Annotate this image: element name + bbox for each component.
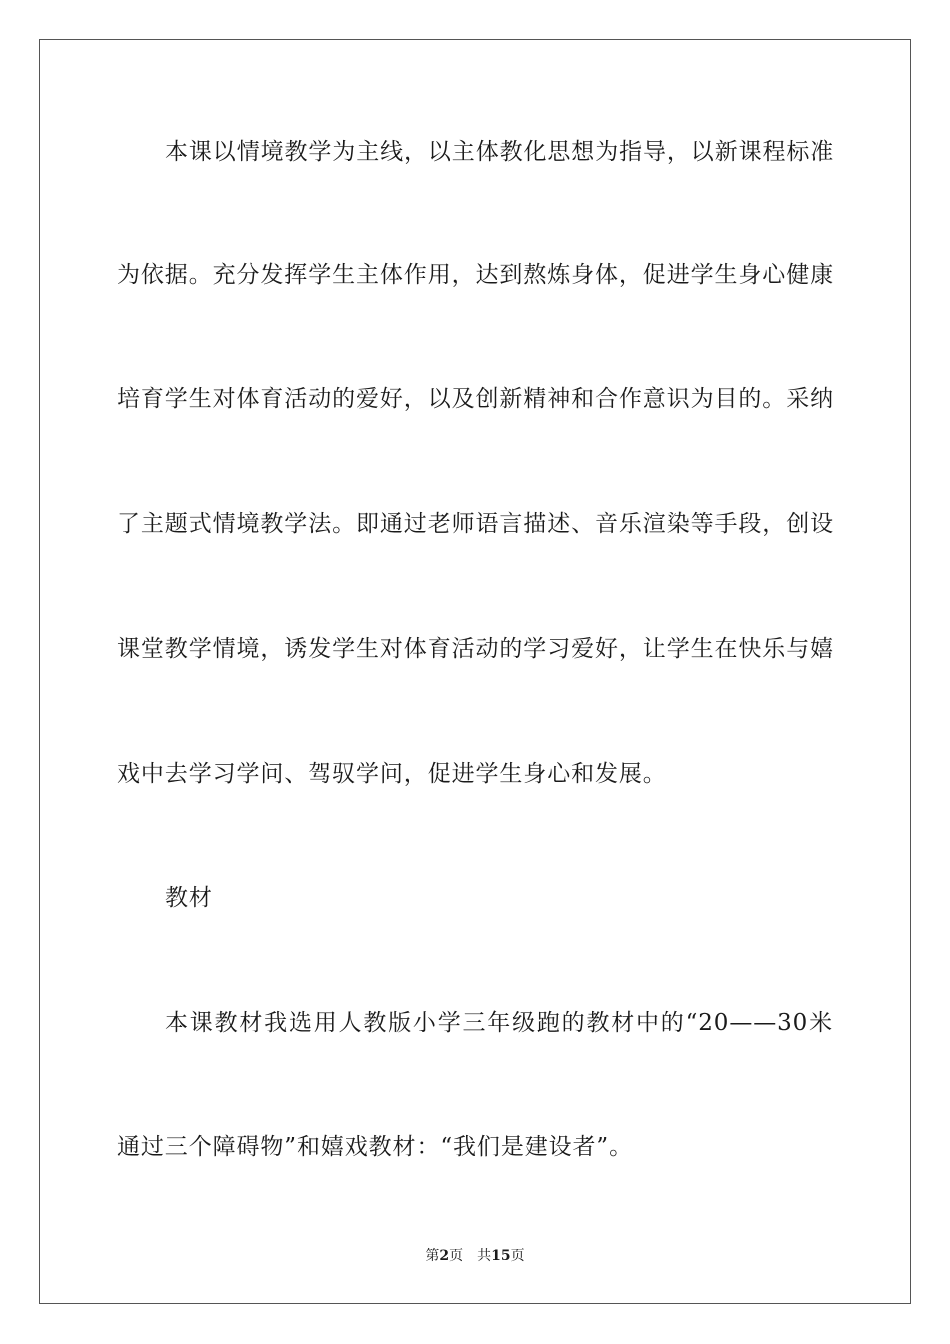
- total-pages: 15: [491, 1248, 511, 1264]
- body-paragraph-line: 本课以情境教学为主线，以主体教化思想为指导，以新课程标准: [165, 139, 835, 165]
- body-paragraph-line: 为依据。充分发挥学生主体作用，达到熬炼身体，促进学生身心健康: [117, 262, 834, 288]
- page-footer: [0, 1246, 950, 1266]
- body-paragraph-line: 戏中去学习学问、驾驭学问，促进学生身心和发展。: [117, 761, 667, 787]
- body-paragraph-line: 了主题式情境教学法。即通过老师语言描述、音乐渲染等手段，创设: [117, 511, 834, 537]
- page-border: [39, 39, 911, 1304]
- section-heading: 教材: [165, 885, 213, 911]
- page-suffix: 页: [449, 1248, 464, 1264]
- page-prefix: 第: [425, 1248, 440, 1264]
- body-paragraph-line: 培育学生对体育活动的爱好，以及创新精神和合作意识为目的。采纳: [117, 386, 834, 412]
- total-suffix: 页: [510, 1248, 525, 1264]
- body-paragraph-line: 本课教材我选用人教版小学三年级跑的教材中的“20——30米: [165, 1010, 833, 1036]
- body-paragraph-line: 通过三个障碍物”和嬉戏教材：“我们是建设者”。: [117, 1134, 633, 1160]
- page-number: 2: [439, 1248, 450, 1264]
- body-paragraph-line: 课堂教学情境，诱发学生对体育活动的学习爱好，让学生在快乐与嬉: [117, 636, 834, 662]
- total-prefix: 共: [477, 1248, 492, 1264]
